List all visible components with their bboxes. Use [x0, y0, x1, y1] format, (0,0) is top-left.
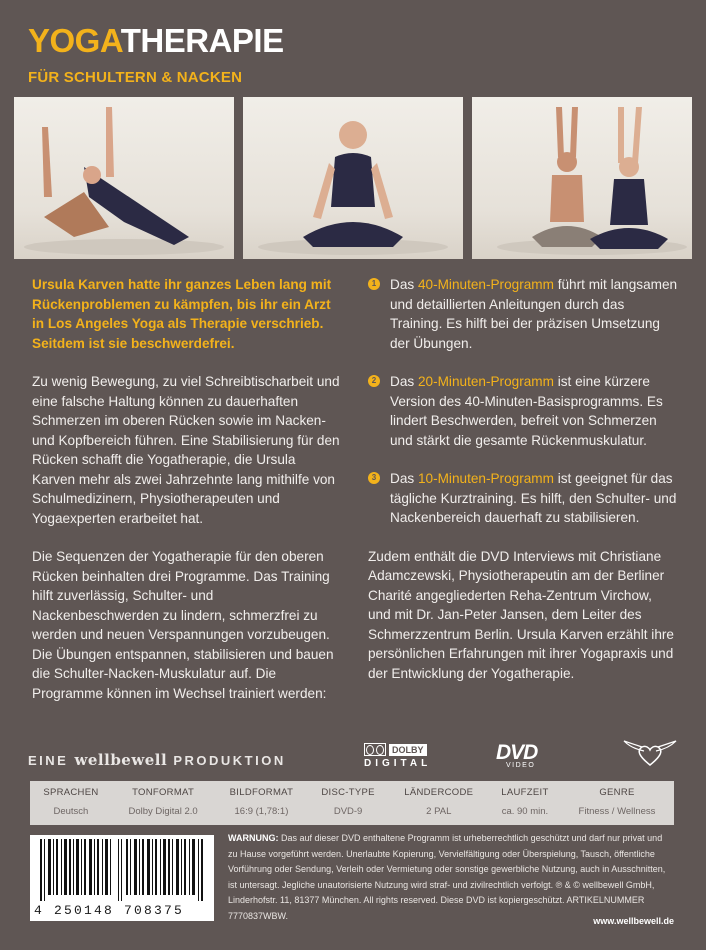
website-link[interactable]: www.wellbewell.de [593, 916, 674, 926]
spec-value: DVD-9 [333, 806, 363, 817]
dolby-digital-logo [364, 743, 446, 769]
spec-header: TONFORMAT [132, 787, 195, 798]
specs-table [30, 781, 674, 825]
product-title [28, 24, 284, 57]
spec-value: Deutsch [53, 806, 89, 817]
spec-header: LÄNDERCODE [404, 787, 474, 798]
spec-header: LAUFZEIT [501, 787, 549, 798]
spec-value: 2 PAL [426, 806, 452, 817]
program-pre: Das [390, 277, 418, 292]
product-subtitle: FÜR SCHULTERN & NACKEN [28, 69, 243, 86]
winged-heart-icon [622, 739, 678, 769]
program-name: 10-Minuten-Programm [417, 471, 554, 486]
program-description: führt mit langsamen und detaillierten Anleitungen durch das Training. Es hilft bei der präzisen Umsetzung der Übungen. [390, 277, 678, 351]
title-therapie: THERAPIE [120, 22, 284, 59]
number-badge: 2 [368, 375, 380, 387]
barcode-bars [40, 839, 204, 901]
left-column [32, 275, 342, 722]
barcode-digits: 4 250148 708375 [34, 903, 185, 918]
legal-section [30, 825, 674, 925]
dolby-digital-text: DIGITAL [364, 758, 432, 769]
spec-header: DISC-TYPE [321, 787, 375, 798]
intro-text: Ursula Karven hatte ihr ganzes Leben lang mit Rückenproblemen zu kämpfen, bis ihr ein Arzt in Los Angeles Yoga als Therapie verschrieb. Seitdem ist sie beschwerdefrei. [32, 277, 332, 351]
spec-value: 16:9 (1,78:1) [234, 806, 289, 817]
production-eine: EINE [28, 753, 69, 768]
brand-row [0, 735, 706, 775]
production-label: PRODUKTION [173, 753, 286, 768]
photo-seated-meditation [243, 97, 463, 259]
header [28, 24, 284, 86]
warning-label: WARNUNG: [228, 833, 279, 843]
warning-body: Das auf dieser DVD enthaltene Programm ist urheberrechtlich geschützt und darf nur privat und zu Hause vorgeführt werden. Unerlaubte Kopierung, Vervielfältigung oder Überspielung, Tausch, öffentliche Vorführung oder Sendung, Verleih oder Vermietung oder sonstige gewerbliche Nutzung, auch in Ausschnitten, ist untersagt. Jegliche unautorisierte Nutzung wird straf- und zivilrechtlich verfolgt. ℗ & © wellbewell GmbH, Linderhofstr. 11, 81377 München. All rights reserved. Diese DVD ist kopiergeschützt. ARTIKELNUMMER 7770837WBW. [228, 833, 666, 921]
dvd-video-logo [496, 741, 537, 769]
program-item-20 [368, 372, 678, 450]
spec-header: SPRACHEN [43, 787, 99, 798]
photo-arms-raised-pose [472, 97, 692, 259]
program-name: 40-Minuten-Programm [417, 277, 554, 292]
body-paragraph-1: Zu wenig Bewegung, zu viel Schreibtischarbeit und eine falsche Haltung können zu dauerhaften Schmerzen im oberen Rücken sowie im Nacken- und Kopfbereich führen. Eine Stabilisierung für den Rücken schafft die Yogatherapie, die Ursula Karven mehr als zwei Jahrzehnte lang mithilfe von Schulmedizinern, Physiotherapeuten und Yogaexperten erarbeitet hat. [32, 374, 340, 526]
specs-value-row [30, 798, 674, 817]
photo-strip [14, 97, 692, 259]
spec-value: Dolby Digital 2.0 [128, 806, 198, 817]
photo-side-plank-pose [14, 97, 234, 259]
title-yoga: YOGA [28, 22, 121, 59]
barcode [30, 835, 214, 921]
program-description: ist eine kürzere Version des 40-Minuten-Basisprogramms. Es lindert Beschwerden, befreit von Schmerzen und stärkt die gesamte Rückenmuskulatur. [390, 374, 663, 448]
program-pre: Das [390, 471, 418, 486]
program-description: ist geeignet für das tägliche Kurztraining. Es hilft, den Schulter- und Nackenbereich dauerhaft zu stabilisieren. [390, 471, 677, 525]
dolby-word: DOLBY [389, 744, 427, 756]
program-item-40 [368, 275, 678, 353]
warning-text [228, 831, 674, 924]
spec-header: GENRE [599, 787, 635, 798]
right-column [368, 275, 678, 702]
number-badge: 1 [368, 278, 380, 290]
dvd-video-text: VIDEO [506, 762, 536, 769]
dolby-double-d-icon [364, 743, 386, 756]
dvd-text: DVD [496, 741, 538, 764]
production-credit [28, 751, 286, 769]
specs-header-row [30, 781, 674, 798]
body-paragraph-2: Die Sequenzen der Yogatherapie für den oberen Rücken beinhalten drei Programme. Das Training hilft zuverlässig, Schulter- und Nackenbeschwerden zu lindern, schmerzfrei zu werden und neuen Verspannungen vorzubeugen. Die Übungen entspannen, stabilisieren und bauen die Schulter-Nacken-Muskulatur auf. Die Programme können im Wechsel trainiert werden: [32, 549, 334, 701]
program-pre: Das [390, 374, 418, 389]
program-item-10 [368, 469, 678, 528]
spec-value: ca. 90 min. [501, 806, 549, 817]
spec-header: BILDFORMAT [229, 787, 294, 798]
closing-paragraph: Zudem enthält die DVD Interviews mit Christiane Adamczewski, Physiotherapeutin am der Berliner Charité angegliederten Reha-Zentrum Virchow, und mit Dr. Jan-Peter Jansen, dem Leiter des Schmerzzentrum Berlin. Ursula Karven erzählt ihre persönlichen Erfahrungen mit ihrer Yogapraxis und der Entwicklung der Yogatherapie. [368, 548, 674, 681]
wellbewell-logo: wellbewell [74, 751, 168, 769]
spec-value: Fitness / Wellness [578, 806, 656, 817]
program-name: 20-Minuten-Programm [417, 374, 554, 389]
number-badge: 3 [368, 472, 380, 484]
